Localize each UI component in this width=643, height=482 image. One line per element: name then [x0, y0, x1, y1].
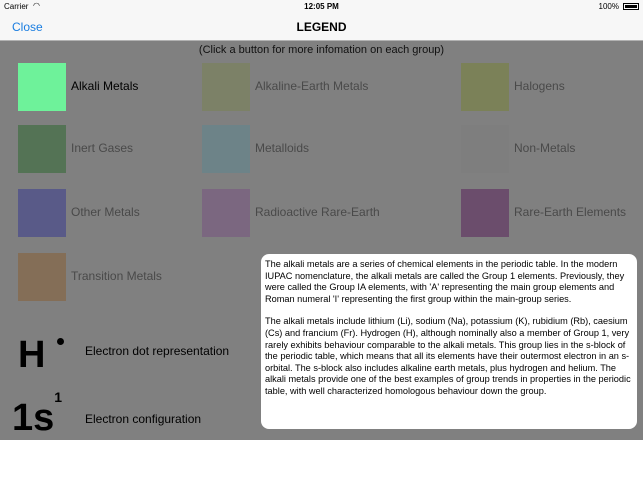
- close-button[interactable]: Close: [12, 20, 43, 34]
- config-orbital: 1s: [12, 397, 55, 439]
- config-superscript: 1: [54, 389, 63, 406]
- info-paragraph-2: The alkali metals include lithium (Li), sodium (Na), potassium (K), rubidium (Rb), caesium (Cs) and francium (Fr). Hydrogen (H), although nominally also a member of Group 1, very rarely exhibits behaviour comparable to the alkali metals. This group lies in the s-block of the periodic table, which means that all its elements have their outermost electron in an s-orbital. The s-block also includes alkaline earth metals, plus hydrogen and helium. The alkali metals provide one of the best examples of group trends in properties in the periodic table, with well characterized homologous behaviour down the group.: [265, 316, 631, 396]
- instruction-text: (Click a button for more infomation on each group): [198, 44, 445, 56]
- group-info-popup: [261, 254, 637, 429]
- page-title: LEGEND: [296, 20, 347, 34]
- status-bar: [0, 0, 643, 14]
- electron-dot-symbol: H: [18, 334, 46, 376]
- navigation-bar: [0, 14, 643, 41]
- info-paragraph-1: The alkali metals are a series of chemical elements in the periodic table. In the modern IUPAC nomenclature, the alkali metals are called the Group 1 elements. Previously, they were called the Group IA elements, with 'A' representing the main group elements and Roman numeral 'I' representing the first group within the main-group series.: [265, 259, 625, 304]
- electron-dot-label: Electron dot representation: [85, 344, 230, 358]
- status-time: 12:05 PM: [304, 2, 339, 11]
- electron-config-symbol: [12, 389, 63, 440]
- electron-dot-icon: [57, 338, 64, 345]
- battery-percent: 100%: [598, 2, 619, 11]
- carrier-label: Carrier: [4, 2, 29, 11]
- group-label: Alkali Metals: [71, 79, 139, 93]
- wifi-icon: ◠: [33, 1, 40, 10]
- electron-config-label: Electron configuration: [85, 412, 202, 426]
- battery-icon: [623, 3, 639, 10]
- alkali-metals-swatch: [18, 63, 66, 111]
